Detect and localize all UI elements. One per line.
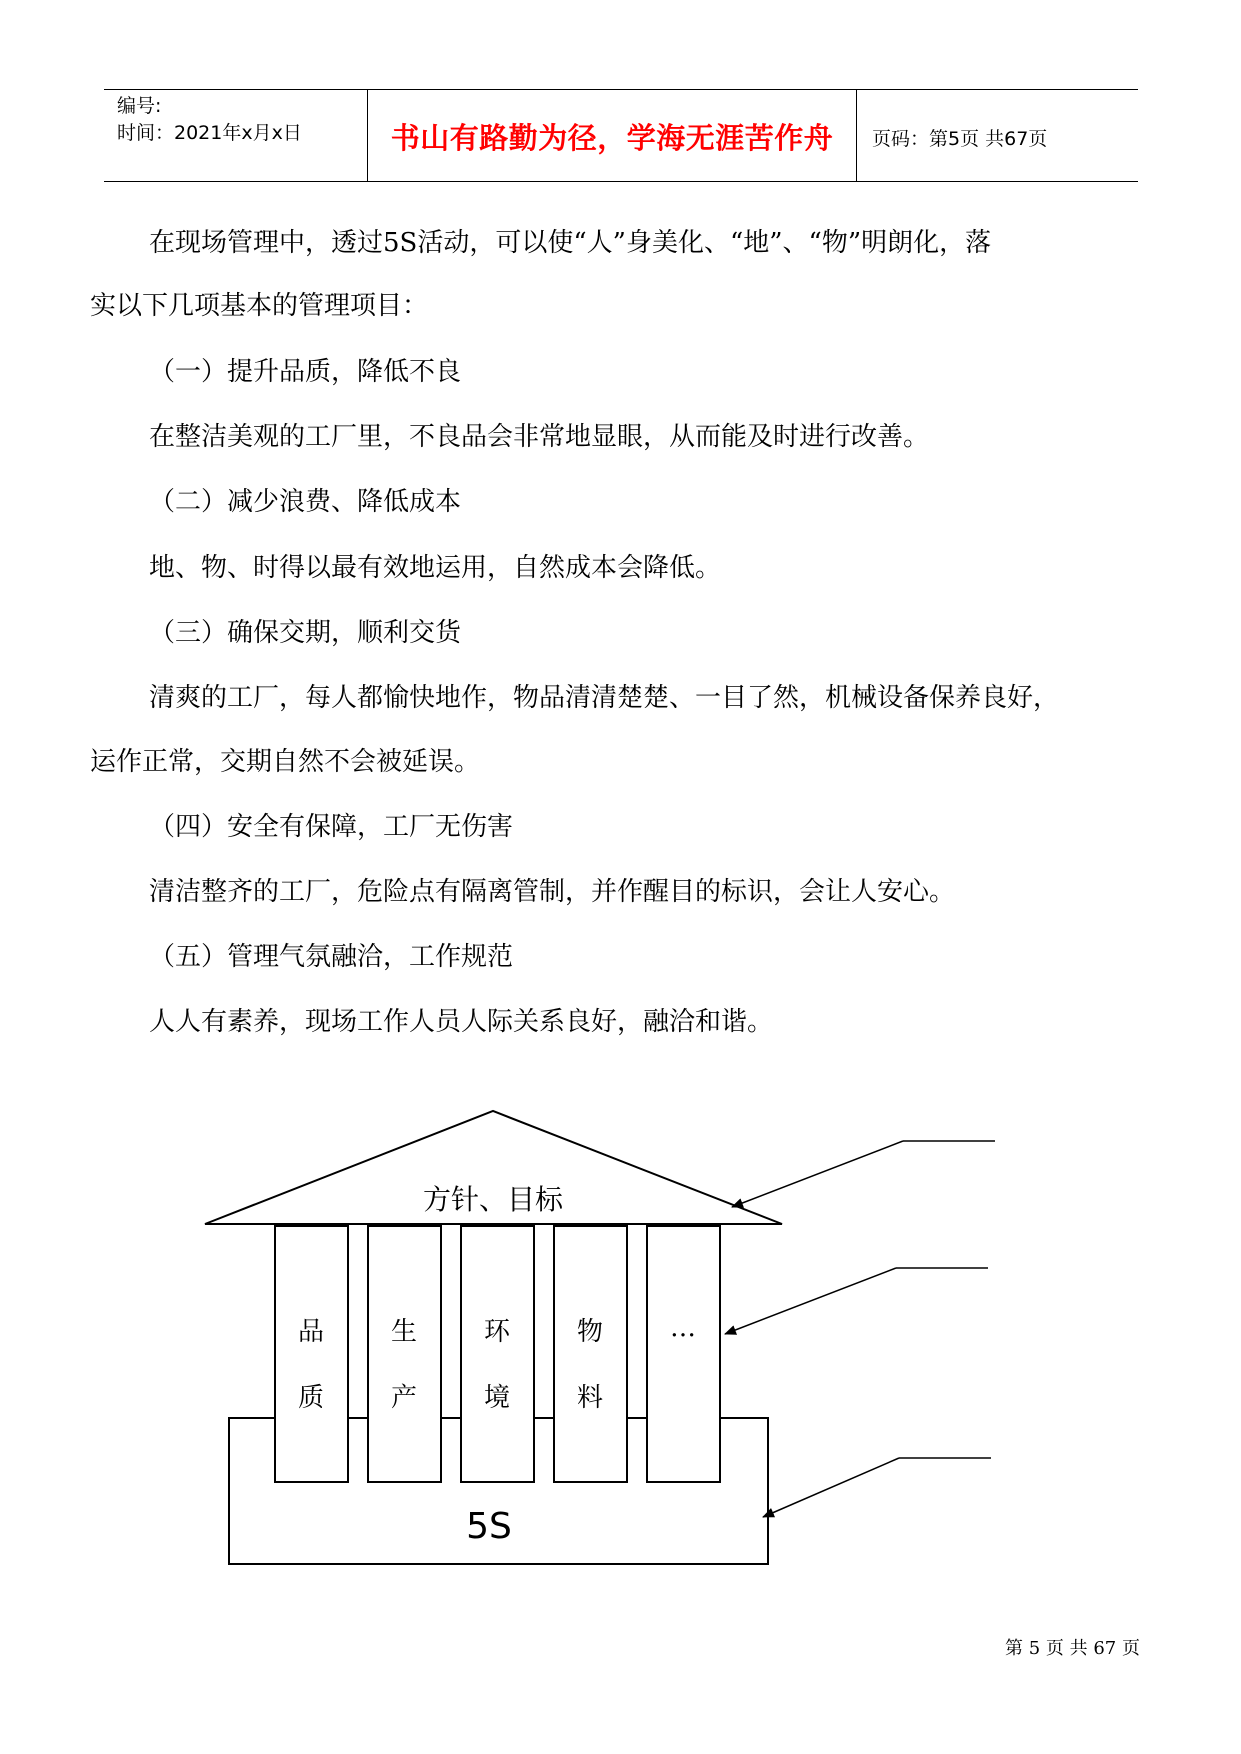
pillar-environment	[461, 1226, 534, 1482]
pillar-text: 环	[483, 1317, 511, 1347]
pillar-text: 品	[297, 1317, 325, 1347]
arrow-roof	[732, 1141, 903, 1207]
pillar-text: 产	[390, 1383, 418, 1413]
item3-text-line-1: 清爽的工厂，每人都愉快地作，物品清清楚楚、一目了然，机械设备保养良好，	[149, 683, 1060, 713]
intro-line-1: 在现场管理中，透过5S活动，可以使“人”身美化、“地”、“物”明朗化，落	[149, 228, 992, 258]
pillar-text: 生	[390, 1317, 418, 1347]
item5-text: 人人有素养，现场工作人员人际关系良好，融洽和谐。	[149, 1007, 774, 1037]
time-label: 时间：2021年x月x日	[117, 122, 302, 144]
pillar-text: 质	[297, 1383, 325, 1413]
pillar-quality	[275, 1226, 348, 1482]
arrow-base	[763, 1458, 899, 1517]
item5-title: （五）管理气氛融洽，工作规范	[149, 942, 514, 972]
item4-title: （四）安全有保障，工厂无伤害	[149, 812, 514, 842]
item4-text: 清洁整齐的工厂，危险点有隔离管制，并作醒目的标识，会让人安心。	[149, 877, 956, 907]
arrow-pillars	[725, 1268, 896, 1334]
item3-text-line-2: 运作正常，交期自然不会被延误。	[90, 747, 481, 777]
item2-title: （二）减少浪费、降低成本	[149, 487, 462, 517]
pillar-text: …	[670, 1313, 696, 1343]
pillar-text: 境	[483, 1383, 511, 1413]
pillar-more	[647, 1226, 720, 1482]
item3-title: （三）确保交期，顺利交货	[149, 618, 462, 648]
pillar-production	[368, 1226, 441, 1482]
pillar-text: 物	[576, 1317, 604, 1347]
roof-label: 方针、目标	[422, 1183, 564, 1216]
serial-label: 编号:	[117, 95, 162, 117]
item2-text: 地、物、时得以最有效地运用，自然成本会降低。	[149, 553, 722, 583]
base-label: 5S	[466, 1506, 512, 1547]
header-motto: 书山有路勤为径，学海无涯苦作舟	[390, 121, 834, 155]
footer-page-number: 第 5 页 共 67 页	[1005, 1638, 1140, 1659]
pillar-materials	[554, 1226, 627, 1482]
item1-text: 在整洁美观的工厂里，不良品会非常地显眼，从而能及时进行改善。	[149, 422, 930, 452]
item1-title: （一）提升品质，降低不良	[149, 357, 462, 387]
intro-line-2: 实以下几项基本的管理项目：	[90, 291, 429, 321]
header-page-info: 页码：第5页 共67页	[872, 128, 1048, 150]
pillar-text: 料	[576, 1383, 604, 1413]
